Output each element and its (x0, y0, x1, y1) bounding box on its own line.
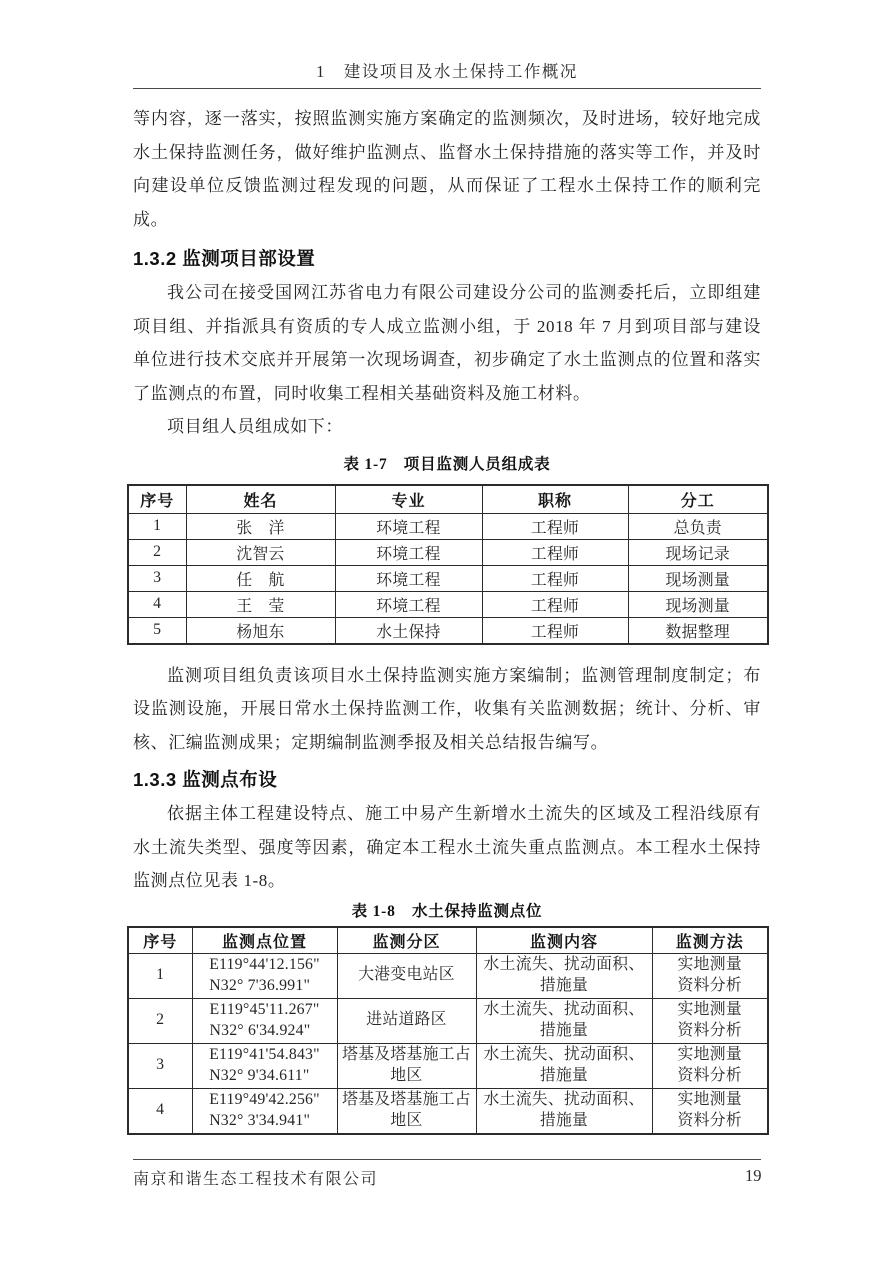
method-line-1: 实地测量 (677, 1001, 742, 1018)
table-row (128, 617, 768, 644)
t2-cell-method (652, 1088, 768, 1134)
t2-cell-location (192, 1043, 337, 1088)
method-line-1: 实地测量 (677, 1046, 742, 1063)
t1-cell: 水土保持 (335, 617, 482, 644)
t1-cell: 环境工程 (335, 513, 482, 539)
footer-company-name: 南京和谐生态工程技术有限公司 (133, 1171, 379, 1188)
t2-cell-location (192, 953, 337, 998)
content-line-1: 水土流失、扰动面积、 (483, 1046, 645, 1063)
coordinate-east: E119°44'12.156" (209, 956, 320, 974)
table-row (128, 953, 768, 998)
t1-cell: 王 莹 (186, 591, 335, 617)
t1-cell: 张 洋 (186, 513, 335, 539)
t1-cell: 现场记录 (628, 539, 768, 565)
t1-col-header-name: 姓名 (186, 485, 335, 514)
coordinate-east: E119°41'54.843" (209, 1046, 320, 1064)
t1-cell: 5 (128, 617, 186, 644)
t2-cell-index: 3 (128, 1043, 192, 1088)
t2-col-header-zone: 监测分区 (337, 927, 476, 954)
table-1-7-caption: 表 1-7 项目监测人员组成表 (343, 455, 551, 473)
paragraph-group-duties: 监测项目组负责该项目水土保持监测实施方案编制；监测管理制度制定；布设监测设施，开展日常水土保持监测工作，收集有关监测数据；统计、分析、审核、汇编监测成果；定期编制监测季报及相关总结报告编写。 (133, 665, 761, 752)
t2-cell-location (192, 1088, 337, 1134)
t1-cell: 工程师 (482, 565, 628, 591)
t1-cell: 数据整理 (628, 617, 768, 644)
paragraph-project-setup: 我公司在接受国网江苏省电力有限公司建设分公司的监测委托后，立即组建项目组、并指派具有资质的专人成立监测小组，于 2018 年 7 月到项目部与建设单位进行技术交底并开展第一次现场调查，初步确定了水土监测点的位置和落实了监测点的布置，同时收集工程相关基础资料及施工材料。 (133, 283, 761, 403)
t1-cell: 工程师 (482, 513, 628, 539)
method-line-2: 资料分析 (677, 1111, 742, 1129)
table-row (128, 998, 768, 1043)
t1-cell: 任 航 (186, 565, 335, 591)
table-1-8-caption: 表 1-8 水土保持监测点位 (351, 902, 543, 920)
t1-col-header-major: 专业 (335, 485, 482, 514)
t1-col-header-duty: 分工 (628, 485, 768, 514)
coordinate-block (209, 999, 319, 1041)
t2-cell-content (476, 1043, 652, 1088)
table-1-8-header-row (128, 927, 768, 954)
t1-cell: 工程师 (482, 617, 628, 644)
table-row (128, 539, 768, 565)
t1-cell: 沈智云 (186, 539, 335, 565)
table-row (128, 1088, 768, 1134)
t2-cell-index: 2 (128, 998, 192, 1043)
section-heading-1-3-3: 1.3.3 监测点布设 (133, 769, 278, 790)
body-column (133, 102, 761, 1135)
t2-cell-zone: 塔基及塔基施工占地区 (337, 1043, 476, 1088)
t2-cell-method (652, 998, 768, 1043)
footer-rule (133, 1159, 761, 1160)
t2-cell-content (476, 998, 652, 1043)
method-line-2: 资料分析 (677, 1021, 742, 1039)
header-rule (133, 88, 761, 89)
content-line-1: 水土流失、扰动面积、 (483, 1091, 645, 1108)
content-line-1: 水土流失、扰动面积、 (483, 956, 645, 973)
t1-cell: 环境工程 (335, 591, 482, 617)
t1-cell: 4 (128, 591, 186, 617)
t2-cell-index: 4 (128, 1088, 192, 1134)
t1-col-header-index: 序号 (128, 485, 186, 514)
t2-cell-method (652, 953, 768, 998)
paragraph-members-intro: 项目组人员组成如下： (167, 417, 343, 436)
t2-col-header-method: 监测方法 (652, 927, 768, 954)
t1-col-header-title: 职称 (482, 485, 628, 514)
coordinate-north: N32° 3'34.941" (209, 1112, 311, 1130)
t1-cell: 现场测量 (628, 591, 768, 617)
t2-cell-content (476, 953, 652, 998)
t1-cell: 2 (128, 539, 186, 565)
section-heading-1-3-2: 1.3.2 监测项目部设置 (133, 248, 316, 269)
t2-cell-zone: 塔基及塔基施工占地区 (337, 1088, 476, 1134)
t2-cell-zone: 大港变电站区 (337, 953, 476, 998)
t2-cell-zone: 进站道路区 (337, 998, 476, 1043)
t1-cell: 环境工程 (335, 565, 482, 591)
table-row (128, 565, 768, 591)
coordinate-block (209, 1044, 320, 1086)
t1-cell: 工程师 (482, 591, 628, 617)
t1-cell: 1 (128, 513, 186, 539)
t1-cell: 现场测量 (628, 565, 768, 591)
t1-cell: 环境工程 (335, 539, 482, 565)
coordinate-block (209, 954, 320, 996)
paragraph-overview-continuation: 等内容，逐一落实，按照监测实施方案确定的监测频次，及时进场，较好地完成水土保持监测任务，做好维护监测点、监督水土保持措施的落实等工作，并及时向建设单位反馈监测过程发现的问题，从而保证了工程水土保持工作的顺利完成。 (133, 109, 761, 229)
coordinate-north: N32° 6'34.924" (209, 1022, 311, 1040)
coordinate-east: E119°49'42.256" (209, 1091, 320, 1109)
table-1-7-header-row (128, 485, 768, 514)
method-line-1: 实地测量 (677, 1091, 742, 1108)
content-line-2: 措施量 (539, 976, 589, 994)
method-line-2: 资料分析 (677, 1066, 742, 1084)
t2-cell-index: 1 (128, 953, 192, 998)
t2-col-header-content: 监测内容 (476, 927, 652, 954)
t1-cell: 总负责 (628, 513, 768, 539)
content-line-1: 水土流失、扰动面积、 (483, 1001, 645, 1018)
method-line-2: 资料分析 (677, 976, 742, 994)
coordinate-block (209, 1089, 320, 1131)
t1-cell: 3 (128, 565, 186, 591)
content-line-2: 措施量 (539, 1066, 589, 1084)
table-1-7-personnel (127, 484, 769, 645)
coordinate-north: N32° 7'36.991" (209, 977, 311, 995)
table-row (128, 591, 768, 617)
coordinate-north: N32° 9'34.611" (209, 1067, 310, 1085)
paragraph-monitoring-points: 依据主体工程建设特点、施工中易产生新增水土流失的区域及工程沿线原有水土流失类型、强度等因素，确定本工程水土流失重点监测点。本工程水土保持监测点位见表 1-8。 (133, 804, 761, 890)
t1-cell: 工程师 (482, 539, 628, 565)
content-line-2: 措施量 (539, 1021, 589, 1039)
t2-col-header-index: 序号 (128, 927, 192, 954)
t2-col-header-location: 监测点位置 (192, 927, 337, 954)
coordinate-east: E119°45'11.267" (209, 1001, 320, 1019)
table-row (128, 513, 768, 539)
content-line-2: 措施量 (539, 1111, 589, 1129)
table-row (128, 1043, 768, 1088)
t2-cell-method (652, 1043, 768, 1088)
t2-cell-content (476, 1088, 652, 1134)
t2-cell-location (192, 998, 337, 1043)
chapter-header-title: 1 建设项目及水土保持工作概况 (316, 62, 578, 81)
method-line-1: 实地测量 (677, 956, 742, 973)
t1-cell: 杨旭东 (186, 617, 335, 644)
table-1-8-monitoring-points (127, 926, 769, 1135)
page-number: 19 (745, 1166, 762, 1185)
